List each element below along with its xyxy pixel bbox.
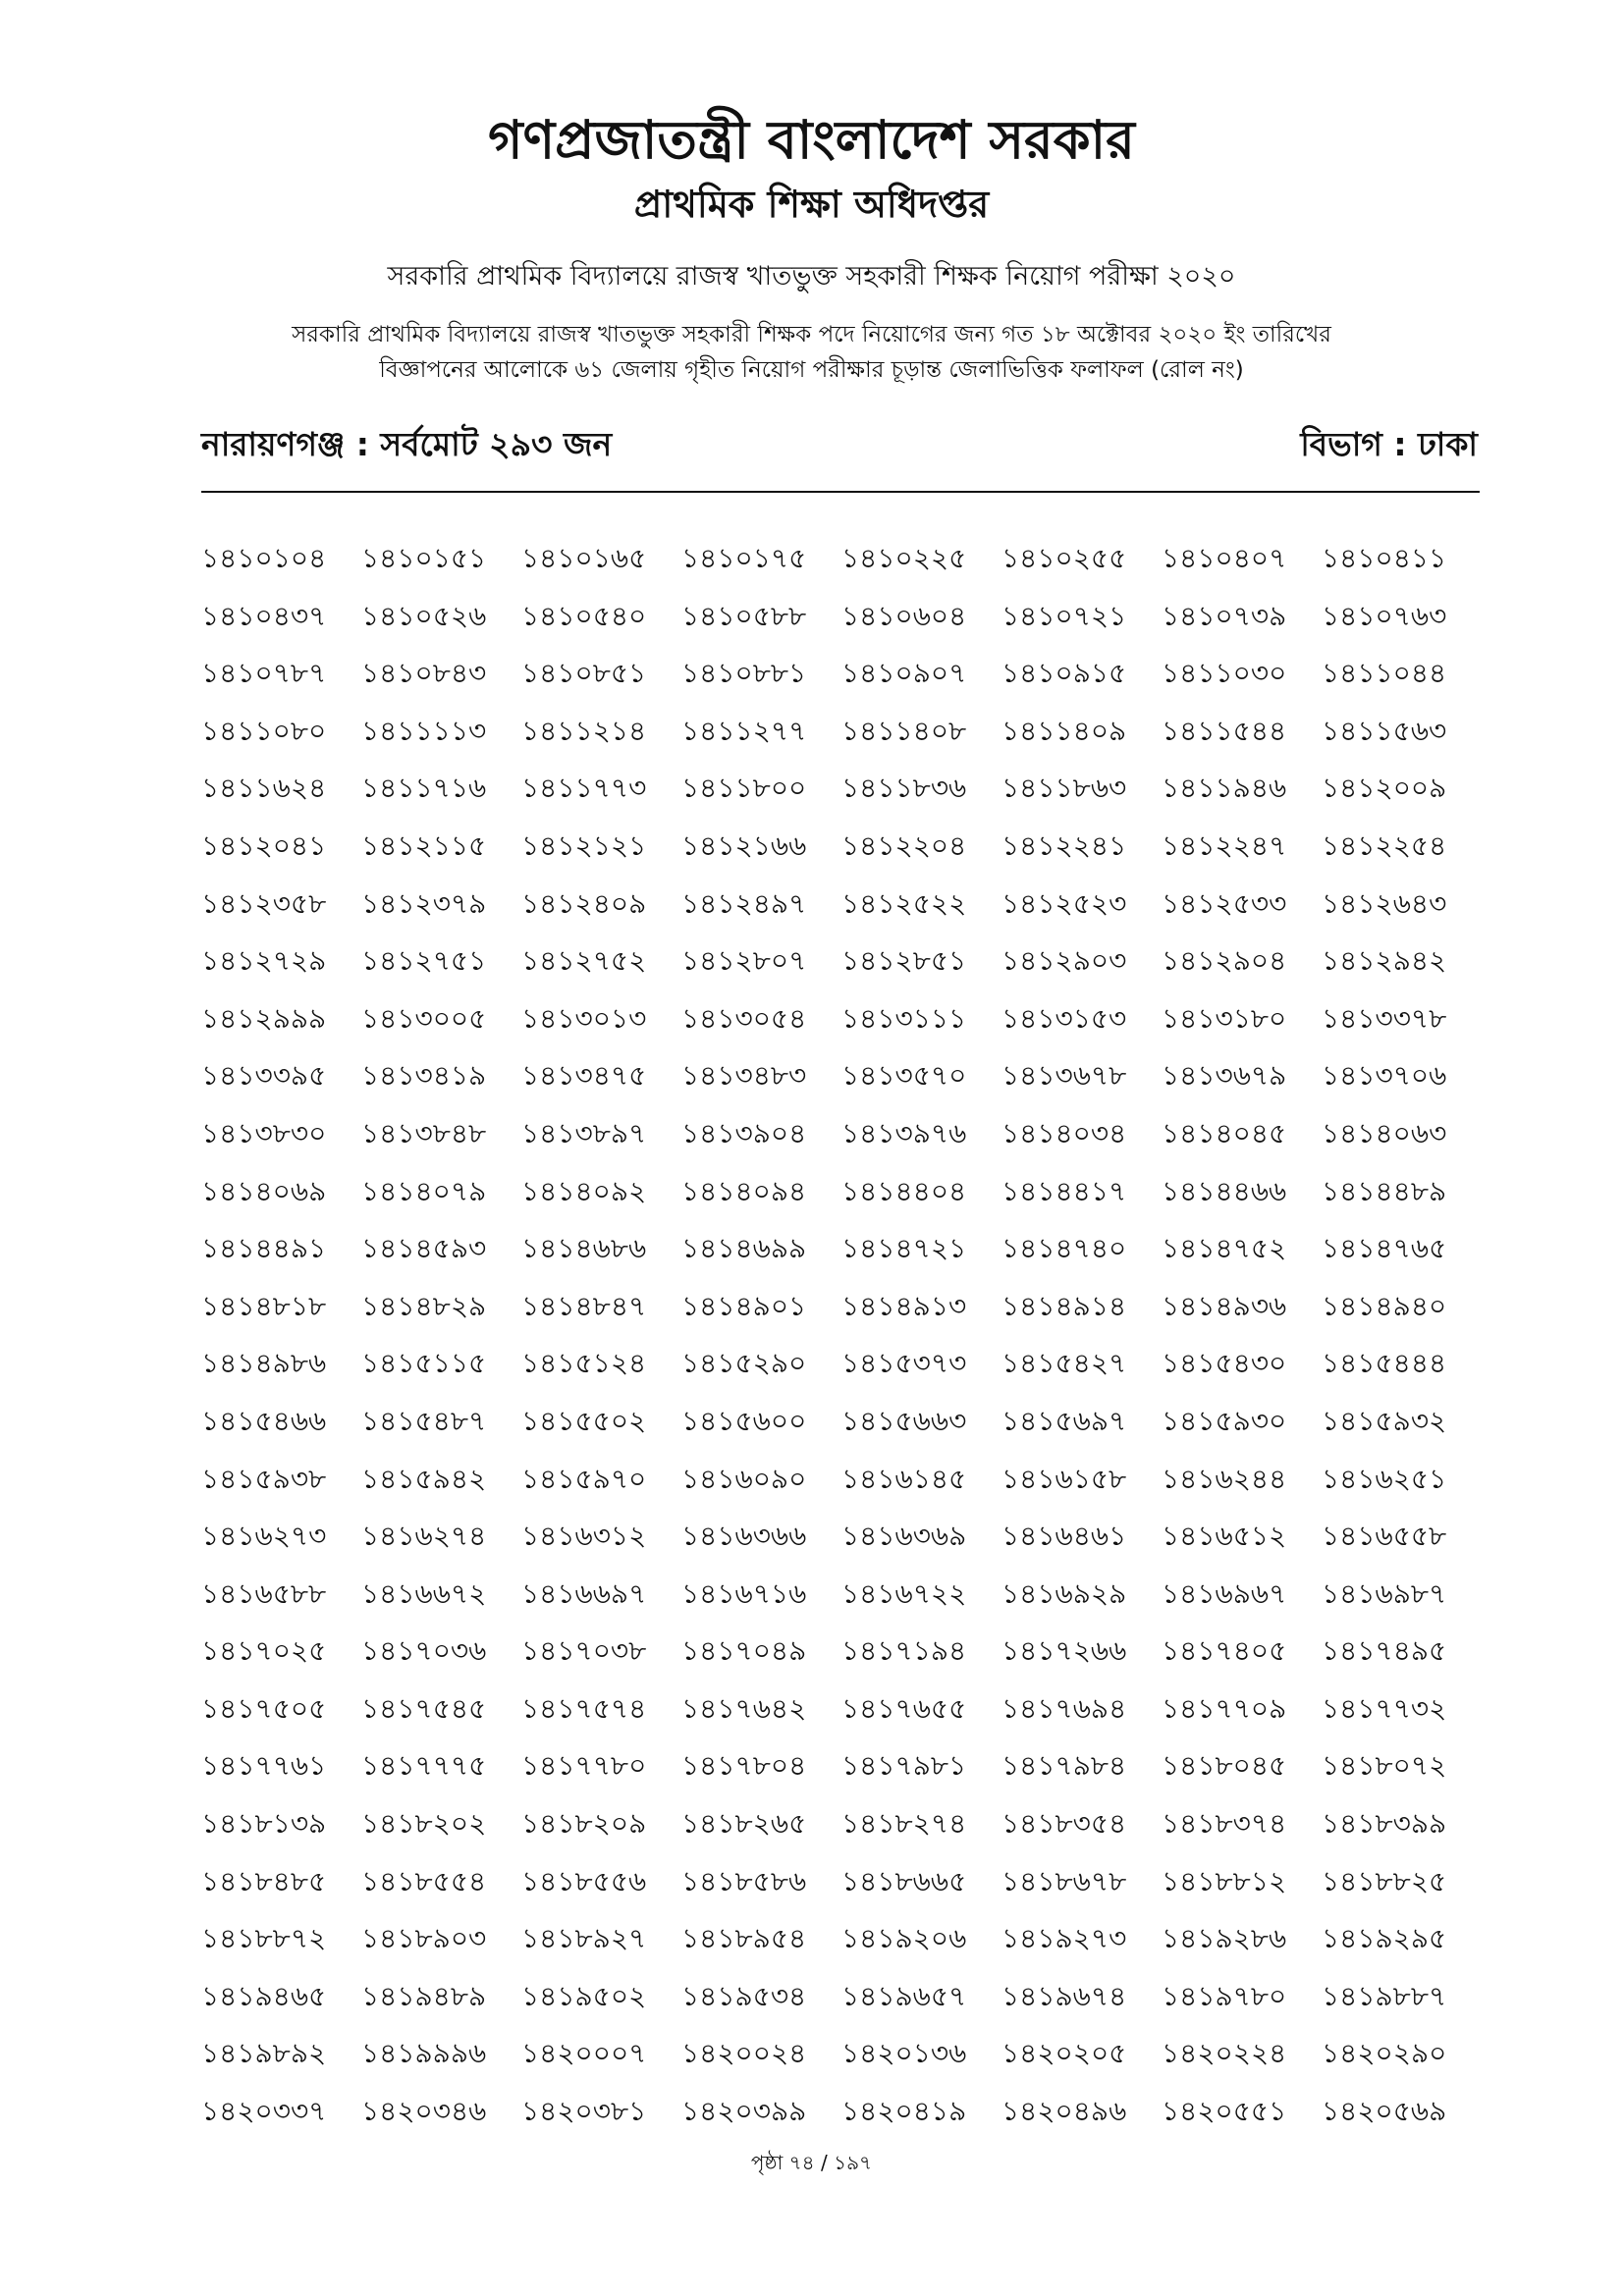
roll-number: ১৪১৬২৪৪ bbox=[1162, 1462, 1287, 1495]
roll-number: ১৪১৭৫৪৫ bbox=[361, 1691, 487, 1725]
roll-number: ১৪১৩১৮০ bbox=[1162, 1001, 1287, 1035]
roll-number: ১৪১২০০৯ bbox=[1322, 772, 1447, 805]
roll-number: ১৪১২৯০৪ bbox=[1162, 944, 1287, 978]
roll-number: ১৪১৭৭৬১ bbox=[201, 1749, 327, 1783]
roll-number: ১৪১০৯০৭ bbox=[841, 657, 967, 690]
roll-number: ১৪১৮৯০৩ bbox=[361, 1922, 487, 1955]
roll-number: ১৪১৩৯০৪ bbox=[681, 1116, 807, 1149]
roll-number: ১৪১৩৬৭৯ bbox=[1162, 1059, 1287, 1093]
roll-number: ১৪১৮৫৫৪ bbox=[361, 1864, 487, 1897]
roll-number: ১৪১৮৩৭৪ bbox=[1162, 1807, 1287, 1841]
roll-number: ১৪২০৫৫১ bbox=[1162, 2095, 1287, 2128]
roll-number: ১৪১৪৪১৭ bbox=[1001, 1174, 1127, 1207]
roll-number: ১৪১৫১২৪ bbox=[521, 1347, 647, 1380]
roll-number: ১৪১৩৪৮৩ bbox=[681, 1059, 807, 1093]
roll-number: ১৪১৮৬৭৮ bbox=[1001, 1864, 1127, 1897]
roll-number: ১৪১৩৪১৯ bbox=[361, 1059, 487, 1093]
roll-number: ১৪১২৬৪৩ bbox=[1322, 886, 1447, 920]
roll-number: ১৪১৩৮৪৮ bbox=[361, 1116, 487, 1149]
roll-number: ১৪১৩৯৭৬ bbox=[841, 1116, 967, 1149]
roll-number: ১৪১৯৬৫৭ bbox=[841, 1979, 967, 2012]
roll-number: ১৪১৬৭২২ bbox=[841, 1576, 967, 1610]
roll-number: ১৪১২৪৯৭ bbox=[681, 886, 807, 920]
roll-number: ১৪১৩০৫৪ bbox=[681, 1001, 807, 1035]
roll-number: ১৪১৬০৯০ bbox=[681, 1462, 807, 1495]
roll-number: ১৪১৭০৪৯ bbox=[681, 1634, 807, 1668]
roll-number: ১৪১৫৪৪৪ bbox=[1322, 1347, 1447, 1380]
roll-number: ১৪১২৪০৯ bbox=[521, 886, 647, 920]
roll-number: ১৪১৫৫০২ bbox=[521, 1404, 647, 1437]
roll-number: ১৪১৬৬৯৭ bbox=[521, 1576, 647, 1610]
roll-number: ১৪১৪০৯৪ bbox=[681, 1174, 807, 1207]
roll-number: ১৪১৩৫৭০ bbox=[841, 1059, 967, 1093]
roll-number: ১৪১৬২৭৪ bbox=[361, 1520, 487, 1553]
roll-number: ১৪১১০৮০ bbox=[201, 714, 327, 747]
notice-text bbox=[0, 317, 1623, 388]
roll-number: ১৪১২৫২২ bbox=[841, 886, 967, 920]
roll-number: ১৪১১৪০৮ bbox=[841, 714, 967, 747]
roll-number: ১৪১৭৫৭৪ bbox=[521, 1691, 647, 1725]
roll-number: ১৪১৫৯৩২ bbox=[1322, 1404, 1447, 1437]
roll-number: ১৪১০৪৩৭ bbox=[201, 599, 327, 632]
roll-number: ১৪১৫৯৩৮ bbox=[201, 1462, 327, 1495]
roll-number: ১৪১৪৯৩৬ bbox=[1162, 1289, 1287, 1322]
roll-number: ১৪১৫৯৭০ bbox=[521, 1462, 647, 1495]
roll-number: ১৪১৬১৫৮ bbox=[1001, 1462, 1127, 1495]
roll-number: ১৪১১০৩০ bbox=[1162, 657, 1287, 690]
roll-number: ১৪১৬৫৮৮ bbox=[201, 1576, 327, 1610]
roll-number: ১৪১৫৪৮৭ bbox=[361, 1404, 487, 1437]
roll-number: ১৪১৫৪২৭ bbox=[1001, 1347, 1127, 1380]
roll-number: ১৪১১২৭৭ bbox=[681, 714, 807, 747]
roll-number: ১৪১৭৭৮০ bbox=[521, 1749, 647, 1783]
roll-number: ১৪১৭৬৯৪ bbox=[1001, 1691, 1127, 1725]
exam-title: সরকারি প্রাথমিক বিদ্যালয়ে রাজস্ব খাতভুক্ত সহকারী শিক্ষক নিয়োগ পরীক্ষা ২০২০ bbox=[387, 261, 1236, 292]
roll-number: ১৪১০১০৪ bbox=[201, 542, 327, 574]
roll-number: ১৪১৬১৪৫ bbox=[841, 1462, 967, 1495]
roll-number: ১৪১৪৪৬৬ bbox=[1162, 1174, 1287, 1207]
roll-number: ১৪১৯২০৬ bbox=[841, 1922, 967, 1955]
roll-number: ১৪১৭০৩৬ bbox=[361, 1634, 487, 1668]
roll-number: ১৪১৪৪০৪ bbox=[841, 1174, 967, 1207]
roll-number: ১৪১৪০৯২ bbox=[521, 1174, 647, 1207]
roll-number: ১৪১০৪১১ bbox=[1322, 542, 1447, 574]
roll-number: ১৪১৫৩৭৩ bbox=[841, 1347, 967, 1380]
roll-number: ১৪১০৪০৭ bbox=[1162, 542, 1287, 574]
roll-number: ১৪১৩৭০৬ bbox=[1322, 1059, 1447, 1093]
notice-line-2: বিজ্ঞাপনের আলোকে ৬১ জেলায় গৃহীত নিয়োগ পরীক্ষার চূড়ান্ত জেলাভিত্তিক ফলাফল (রোল নং) bbox=[379, 357, 1244, 383]
roll-number: ১৪১৩৬৭৮ bbox=[1001, 1059, 1127, 1093]
roll-number: ১৪১৭০৩৮ bbox=[521, 1634, 647, 1668]
roll-number: ১৪১৪৯০১ bbox=[681, 1289, 807, 1322]
roll-number: ১৪১৭০২৫ bbox=[201, 1634, 327, 1668]
roll-number: ১৪১৫৬৯৭ bbox=[1001, 1404, 1127, 1437]
roll-number: ১৪১৯৪৮৯ bbox=[361, 1979, 487, 2012]
roll-number: ১৪২০৩৩৭ bbox=[201, 2095, 327, 2128]
roll-number: ১৪১২৭৫২ bbox=[521, 944, 647, 978]
roll-number: ১৪১৮৫৫৬ bbox=[521, 1864, 647, 1897]
roll-number: ১৪১৯২৯৫ bbox=[1322, 1922, 1447, 1955]
roll-number: ১৪১৩৩৯৫ bbox=[201, 1059, 327, 1093]
roll-number: ১৪২০৫৬৯ bbox=[1322, 2095, 1447, 2128]
roll-number: ১৪১০১৬৫ bbox=[521, 542, 647, 574]
department-name: প্রাথমিক শিক্ষা অধিদপ্তর bbox=[633, 183, 990, 226]
page-number: পৃষ্ঠা ৭৪ / ১৯৭ bbox=[750, 2151, 873, 2174]
roll-number: ১৪১৯৫০২ bbox=[521, 1979, 647, 2012]
roll-number: ১৪১৬৬৭২ bbox=[361, 1576, 487, 1610]
roll-number: ১৪১৬৫৫৮ bbox=[1322, 1520, 1447, 1553]
roll-number: ১৪১৭৪৯৫ bbox=[1322, 1634, 1447, 1668]
roll-number: ১৪২০৩৯৯ bbox=[681, 2095, 807, 2128]
roll-number: ১৪১০৫৪০ bbox=[521, 599, 647, 632]
roll-number: ১৪১২৫২৩ bbox=[1001, 886, 1127, 920]
roll-number: ১৪১৯৭৮০ bbox=[1162, 1979, 1287, 2012]
roll-number: ১৪১২৩৭৯ bbox=[361, 886, 487, 920]
roll-number: ১৪১০১৫১ bbox=[361, 542, 487, 574]
roll-number: ১৪২০৩৮১ bbox=[521, 2095, 647, 2128]
roll-number: ১৪১৪৬৯৯ bbox=[681, 1232, 807, 1265]
roll-number: ১৪২০০০৭ bbox=[521, 2037, 647, 2070]
roll-number: ১৪১১৪০৯ bbox=[1001, 714, 1127, 747]
roll-number: ১৪১৬৩৬৯ bbox=[841, 1520, 967, 1553]
roll-number: ১৪১৭১৯৪ bbox=[841, 1634, 967, 1668]
roll-number: ১৪১৫৬০০ bbox=[681, 1404, 807, 1437]
roll-number: ১৪১৫৪৩০ bbox=[1162, 1347, 1287, 1380]
roll-number: ১৪১৪৬৮৬ bbox=[521, 1232, 647, 1265]
roll-number: ১৪১২৭৫১ bbox=[361, 944, 487, 978]
roll-number: ১৪১৭৮০৪ bbox=[681, 1749, 807, 1783]
roll-number: ১৪১৮২৭৪ bbox=[841, 1807, 967, 1841]
roll-number: ১৪১৫৯৪২ bbox=[361, 1462, 487, 1495]
roll-number: ১৪১১৮৬৩ bbox=[1001, 772, 1127, 805]
roll-number: ১৪১৪৮২৯ bbox=[361, 1289, 487, 1322]
roll-number: ১৪১৮২০২ bbox=[361, 1807, 487, 1841]
roll-number: ১৪২০২২৪ bbox=[1162, 2037, 1287, 2070]
roll-number: ১৪১২০৪১ bbox=[201, 828, 327, 862]
roll-number: ১৪২০২০৫ bbox=[1001, 2037, 1127, 2070]
header-divider bbox=[201, 491, 1480, 493]
roll-number: ১৪১৯২৭৩ bbox=[1001, 1922, 1127, 1955]
roll-number: ১৪১৮৮২৫ bbox=[1322, 1864, 1447, 1897]
roll-number: ১৪১৪৮১৮ bbox=[201, 1289, 327, 1322]
roll-number: ১৪১১৮৩৬ bbox=[841, 772, 967, 805]
roll-number: ১৪১৮৮৭২ bbox=[201, 1922, 327, 1955]
roll-number: ১৪১৮০৪৫ bbox=[1162, 1749, 1287, 1783]
roll-number: ১৪১৫২৯০ bbox=[681, 1347, 807, 1380]
roll-number: ১৪২০৪১৯ bbox=[841, 2095, 967, 2128]
roll-number: ১৪১০৭৮৭ bbox=[201, 657, 327, 690]
roll-number: ১৪১৯২৮৬ bbox=[1162, 1922, 1287, 1955]
roll-number: ১৪১০৭২১ bbox=[1001, 599, 1127, 632]
roll-number: ১৪১৪৭৬৫ bbox=[1322, 1232, 1447, 1265]
roll-number: ১৪১৯৫৩৪ bbox=[681, 1979, 807, 2012]
roll-number: ১৪১৮৯২৭ bbox=[521, 1922, 647, 1955]
roll-number: ১৪১৮৮১২ bbox=[1162, 1864, 1287, 1897]
roll-number: ১৪১৮৩৯৯ bbox=[1322, 1807, 1447, 1841]
roll-number: ১৪১২২০৪ bbox=[841, 828, 967, 862]
roll-number: ১৪১১২১৪ bbox=[521, 714, 647, 747]
roll-number: ১৪১১৬২৪ bbox=[201, 772, 327, 805]
roll-number: ১৪১৩৪৭৫ bbox=[521, 1059, 647, 1093]
roll-number: ১৪১০৮৫১ bbox=[521, 657, 647, 690]
roll-number: ১৪১৮১৩৯ bbox=[201, 1807, 327, 1841]
roll-number: ১৪১৪৯১৩ bbox=[841, 1289, 967, 1322]
roll-number: ১৪১৭৭০৯ bbox=[1162, 1691, 1287, 1725]
roll-number: ১৪১১৮০০ bbox=[681, 772, 807, 805]
roll-number: ১৪১৫৯৩০ bbox=[1162, 1404, 1287, 1437]
roll-number: ১৪১১১১৩ bbox=[361, 714, 487, 747]
roll-number: ১৪১২৮০৭ bbox=[681, 944, 807, 978]
roll-number: ১৪১৬৯৬৭ bbox=[1162, 1576, 1287, 1610]
roll-number: ১৪১০১৭৫ bbox=[681, 542, 807, 574]
roll-number: ১৪১৬৫১২ bbox=[1162, 1520, 1287, 1553]
roll-number: ১৪১৪৮৪৭ bbox=[521, 1289, 647, 1322]
roll-number: ১৪১২৯৯৯ bbox=[201, 1001, 327, 1035]
roll-number: ১৪১৬৩৬৬ bbox=[681, 1520, 807, 1553]
roll-number: ১৪১৭৬৪২ bbox=[681, 1691, 807, 1725]
roll-number: ১৪১১০৪৪ bbox=[1322, 657, 1447, 690]
roll-number: ১৪১৩৮৯৭ bbox=[521, 1116, 647, 1149]
roll-number: ১৪১৩৩৭৮ bbox=[1322, 1001, 1447, 1035]
roll-number: ১৪১০৬০৪ bbox=[841, 599, 967, 632]
roll-number: ১৪১১৫৪৪ bbox=[1162, 714, 1287, 747]
roll-number: ১৪১৩১৫৩ bbox=[1001, 1001, 1127, 1035]
notice-line-1: সরকারি প্রাথমিক বিদ্যালয়ে রাজস্ব খাতভুক্ত সহকারী শিক্ষক পদে নিয়োগের জন্য গত ১৮ অক্টোবর ২০২০ ইং তারিখের bbox=[292, 322, 1331, 347]
roll-number: ১৪১৬২৭৩ bbox=[201, 1520, 327, 1553]
roll-number: ১৪১০৮৮১ bbox=[681, 657, 807, 690]
roll-number-grid bbox=[201, 530, 1482, 2141]
roll-number: ১৪১৭৯৮১ bbox=[841, 1749, 967, 1783]
roll-number: ১৪১৭২৬৬ bbox=[1001, 1634, 1127, 1668]
roll-number: ১৪১৬৪৬১ bbox=[1001, 1520, 1127, 1553]
roll-number: ১৪১৯৯৯৬ bbox=[361, 2037, 487, 2070]
roll-number: ১৪১৩০০৫ bbox=[361, 1001, 487, 1035]
roll-number: ১৪১৮৫৮৬ bbox=[681, 1864, 807, 1897]
roll-number: ১৪১২২৫৪ bbox=[1322, 828, 1447, 862]
roll-number: ১৪১০৭৬৩ bbox=[1322, 599, 1447, 632]
roll-number: ১৪১২৮৫১ bbox=[841, 944, 967, 978]
roll-number: ১৪১৭৪০৫ bbox=[1162, 1634, 1287, 1668]
roll-number: ১৪১৪৭৪০ bbox=[1001, 1232, 1127, 1265]
roll-number: ১৪১১৯৪৬ bbox=[1162, 772, 1287, 805]
roll-number: ১৪২০৪৯৬ bbox=[1001, 2095, 1127, 2128]
roll-number: ১৪১৪০৩৪ bbox=[1001, 1116, 1127, 1149]
roll-number: ১৪১২১৬৬ bbox=[681, 828, 807, 862]
roll-number: ১৪১৮৪৮৫ bbox=[201, 1864, 327, 1897]
roll-number: ১৪১৫৬৬৩ bbox=[841, 1404, 967, 1437]
roll-number: ১৪১০৫৮৮ bbox=[681, 599, 807, 632]
roll-number: ১৪২০০২৪ bbox=[681, 2037, 807, 2070]
roll-number: ১৪১৫৪৬৬ bbox=[201, 1404, 327, 1437]
roll-number: ১৪১৬৩১২ bbox=[521, 1520, 647, 1553]
roll-number: ১৪১৯৬৭৪ bbox=[1001, 1979, 1127, 2012]
roll-number: ১৪১২২৪৭ bbox=[1162, 828, 1287, 862]
roll-number: ১৪১৭৬৫৫ bbox=[841, 1691, 967, 1725]
roll-number: ১৪১০৫২৬ bbox=[361, 599, 487, 632]
roll-number: ১৪১৪৯১৪ bbox=[1001, 1289, 1127, 1322]
district-total-heading: নারায়ণগঞ্জ : সর্বমোট ২৯৩ জন bbox=[201, 425, 613, 463]
roll-number: ১৪১৮০৭২ bbox=[1322, 1749, 1447, 1783]
roll-number: ১৪১৪৫৯৩ bbox=[361, 1232, 487, 1265]
roll-number: ১৪১৩১১১ bbox=[841, 1001, 967, 1035]
roll-number: ১৪১১৭৭৩ bbox=[521, 772, 647, 805]
roll-number: ১৪১১৫৬৩ bbox=[1322, 714, 1447, 747]
roll-number: ১৪১৫১১৫ bbox=[361, 1347, 487, 1380]
roll-number: ১৪১৮২০৯ bbox=[521, 1807, 647, 1841]
roll-number: ১৪১৬৯৮৭ bbox=[1322, 1576, 1447, 1610]
roll-number: ১৪১৪০৬৩ bbox=[1322, 1116, 1447, 1149]
roll-number: ১৪১৯৮৯২ bbox=[201, 2037, 327, 2070]
roll-number: ১৪১০২৫৫ bbox=[1001, 542, 1127, 574]
roll-number: ১৪১১৭১৬ bbox=[361, 772, 487, 805]
roll-number: ১৪১৭৭৩২ bbox=[1322, 1691, 1447, 1725]
roll-number: ১৪১৪০৬৯ bbox=[201, 1174, 327, 1207]
roll-number: ১৪১৭৯৮৪ bbox=[1001, 1749, 1127, 1783]
roll-number: ১৪১০৮৪৩ bbox=[361, 657, 487, 690]
roll-number: ১৪১৪০৭৯ bbox=[361, 1174, 487, 1207]
roll-number: ১৪১২৫৩৩ bbox=[1162, 886, 1287, 920]
roll-number: ১৪১২২৪১ bbox=[1001, 828, 1127, 862]
roll-number: ১৪১৬২৫১ bbox=[1322, 1462, 1447, 1495]
roll-number: ১৪১৩০১৩ bbox=[521, 1001, 647, 1035]
roll-number: ১৪১২১২১ bbox=[521, 828, 647, 862]
roll-number: ১৪১৮৬৬৫ bbox=[841, 1864, 967, 1897]
roll-number: ১৪১২৭২৯ bbox=[201, 944, 327, 978]
roll-number: ১৪২০১৩৬ bbox=[841, 2037, 967, 2070]
roll-number: ১৪১৪৭৫২ bbox=[1162, 1232, 1287, 1265]
roll-number: ১৪১৪৪৮৯ bbox=[1322, 1174, 1447, 1207]
roll-number: ১৪২০২৯০ bbox=[1322, 2037, 1447, 2070]
roll-number: ১৪১৮৩৫৪ bbox=[1001, 1807, 1127, 1841]
roll-number: ১৪১৪৯৪০ bbox=[1322, 1289, 1447, 1322]
roll-number: ১৪১৭৫০৫ bbox=[201, 1691, 327, 1725]
roll-number: ১৪১৯৮৮৭ bbox=[1322, 1979, 1447, 2012]
roll-number: ১৪১২৯০৩ bbox=[1001, 944, 1127, 978]
roll-number: ১৪১৮২৬৫ bbox=[681, 1807, 807, 1841]
roll-number: ১৪১২৯৪২ bbox=[1322, 944, 1447, 978]
roll-number: ১৪১৪৭২১ bbox=[841, 1232, 967, 1265]
roll-number: ১৪১০৭৩৯ bbox=[1162, 599, 1287, 632]
roll-number: ১৪১৪৯৮৬ bbox=[201, 1347, 327, 1380]
division-heading: বিভাগ : ঢাকা bbox=[1300, 425, 1478, 463]
roll-number: ১৪১৭৭৭৫ bbox=[361, 1749, 487, 1783]
roll-number: ১৪১৪০৪৫ bbox=[1162, 1116, 1287, 1149]
roll-number: ১৪১২৩৫৮ bbox=[201, 886, 327, 920]
roll-number: ১৪১৮৯৫৪ bbox=[681, 1922, 807, 1955]
roll-number: ১৪১০২২৫ bbox=[841, 542, 967, 574]
roll-number: ১৪১৪৪৯১ bbox=[201, 1232, 327, 1265]
roll-number: ১৪১৯৪৬৫ bbox=[201, 1979, 327, 2012]
page-title: গণপ্রজাতন্ত্রী বাংলাদেশ সরকার bbox=[488, 109, 1135, 171]
roll-number: ১৪১৩৮৩০ bbox=[201, 1116, 327, 1149]
roll-number: ১৪১৬৯২৯ bbox=[1001, 1576, 1127, 1610]
roll-number: ১৪১২১১৫ bbox=[361, 828, 487, 862]
roll-number: ১৪১৬৭১৬ bbox=[681, 1576, 807, 1610]
roll-number: ১৪১০৯১৫ bbox=[1001, 657, 1127, 690]
roll-number: ১৪২০৩৪৬ bbox=[361, 2095, 487, 2128]
